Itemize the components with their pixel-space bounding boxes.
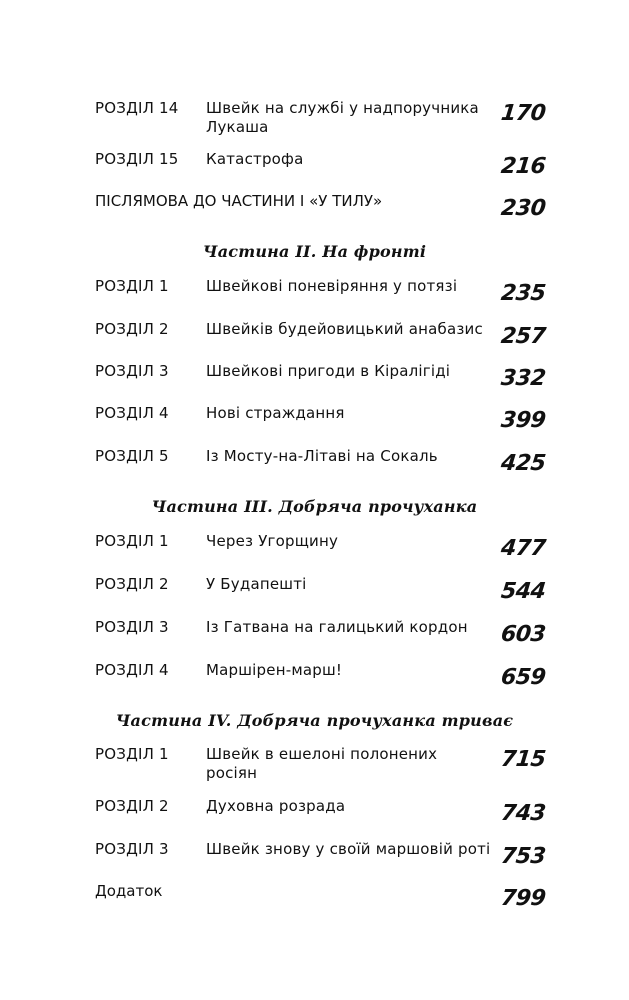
chapter-label: РОЗДІЛ 3 [95,362,169,380]
page-number: 544 [499,579,547,604]
chapter-title: Швейк знову у своїй маршовій роті [206,840,491,858]
appendix-title: Додаток [95,882,163,900]
chapter-label: РОЗДІЛ 1 [95,745,169,763]
page-number: 257 [499,324,547,349]
afterword-title: ПІСЛЯМОВА ДО ЧАСТИНИ І «У ТИЛУ» [95,192,383,210]
chapter-title: Із Гатвана на галицький кордон [206,618,468,636]
chapter-label: РОЗДІЛ 15 [95,150,179,168]
page-number: 230 [499,196,547,221]
chapter-title: Маршірен-марш! [206,661,343,679]
chapter-title: Нові страждання [206,404,345,422]
chapter-label: РОЗДІЛ 4 [95,404,169,422]
chapter-title: Із Мосту-на-Літаві на Сокаль [206,447,438,465]
page-number: 659 [499,665,547,690]
chapter-label: РОЗДІЛ 1 [95,277,169,295]
page-number: 603 [499,622,547,647]
chapter-title: Швейків будейовицький анабазис [206,320,483,338]
chapter-title: Швейкові поневіряння у потязі [206,277,458,295]
page-number: 332 [499,366,547,391]
chapter-title: Швейк в ешелоні полонених росіян [206,745,438,782]
chapter-title: Через Угорщину [206,532,339,550]
chapter-label: РОЗДІЛ 3 [95,618,169,636]
page-number: 399 [499,408,547,433]
chapter-label: РОЗДІЛ 2 [95,320,169,338]
page-number: 477 [499,536,547,561]
chapter-label: РОЗДІЛ 1 [95,532,169,550]
page-number: 425 [499,451,547,476]
page-number: 216 [499,154,547,179]
chapter-label: РОЗДІЛ 2 [95,797,169,815]
chapter-title: Швейкові пригоди в Кіралігіді [206,362,451,380]
chapter-title: У Будапешті [206,575,307,593]
chapter-title: Духовна розрада [206,797,346,815]
part-heading: Частина ІІ. На фронті [202,242,427,261]
chapter-label: РОЗДІЛ 4 [95,661,169,679]
part-heading: Частина ІІІ. Добряча прочуханка [151,497,478,516]
chapter-label: РОЗДІЛ 14 [95,99,179,117]
page-number: 753 [499,844,547,869]
chapter-label: РОЗДІЛ 3 [95,840,169,858]
part-heading: Частина ІV. Добряча прочуханка триває [115,711,514,730]
chapter-title: Швейк на службі у надпоручника Лукаша [206,99,479,136]
page-number: 799 [499,886,547,911]
chapter-title: Катастрофа [206,150,304,168]
chapter-label: РОЗДІЛ 2 [95,575,169,593]
page-number: 743 [499,801,547,826]
page-number: 715 [499,747,547,772]
page-number: 170 [499,101,547,126]
chapter-label: РОЗДІЛ 5 [95,447,169,465]
page-number: 235 [499,281,547,306]
